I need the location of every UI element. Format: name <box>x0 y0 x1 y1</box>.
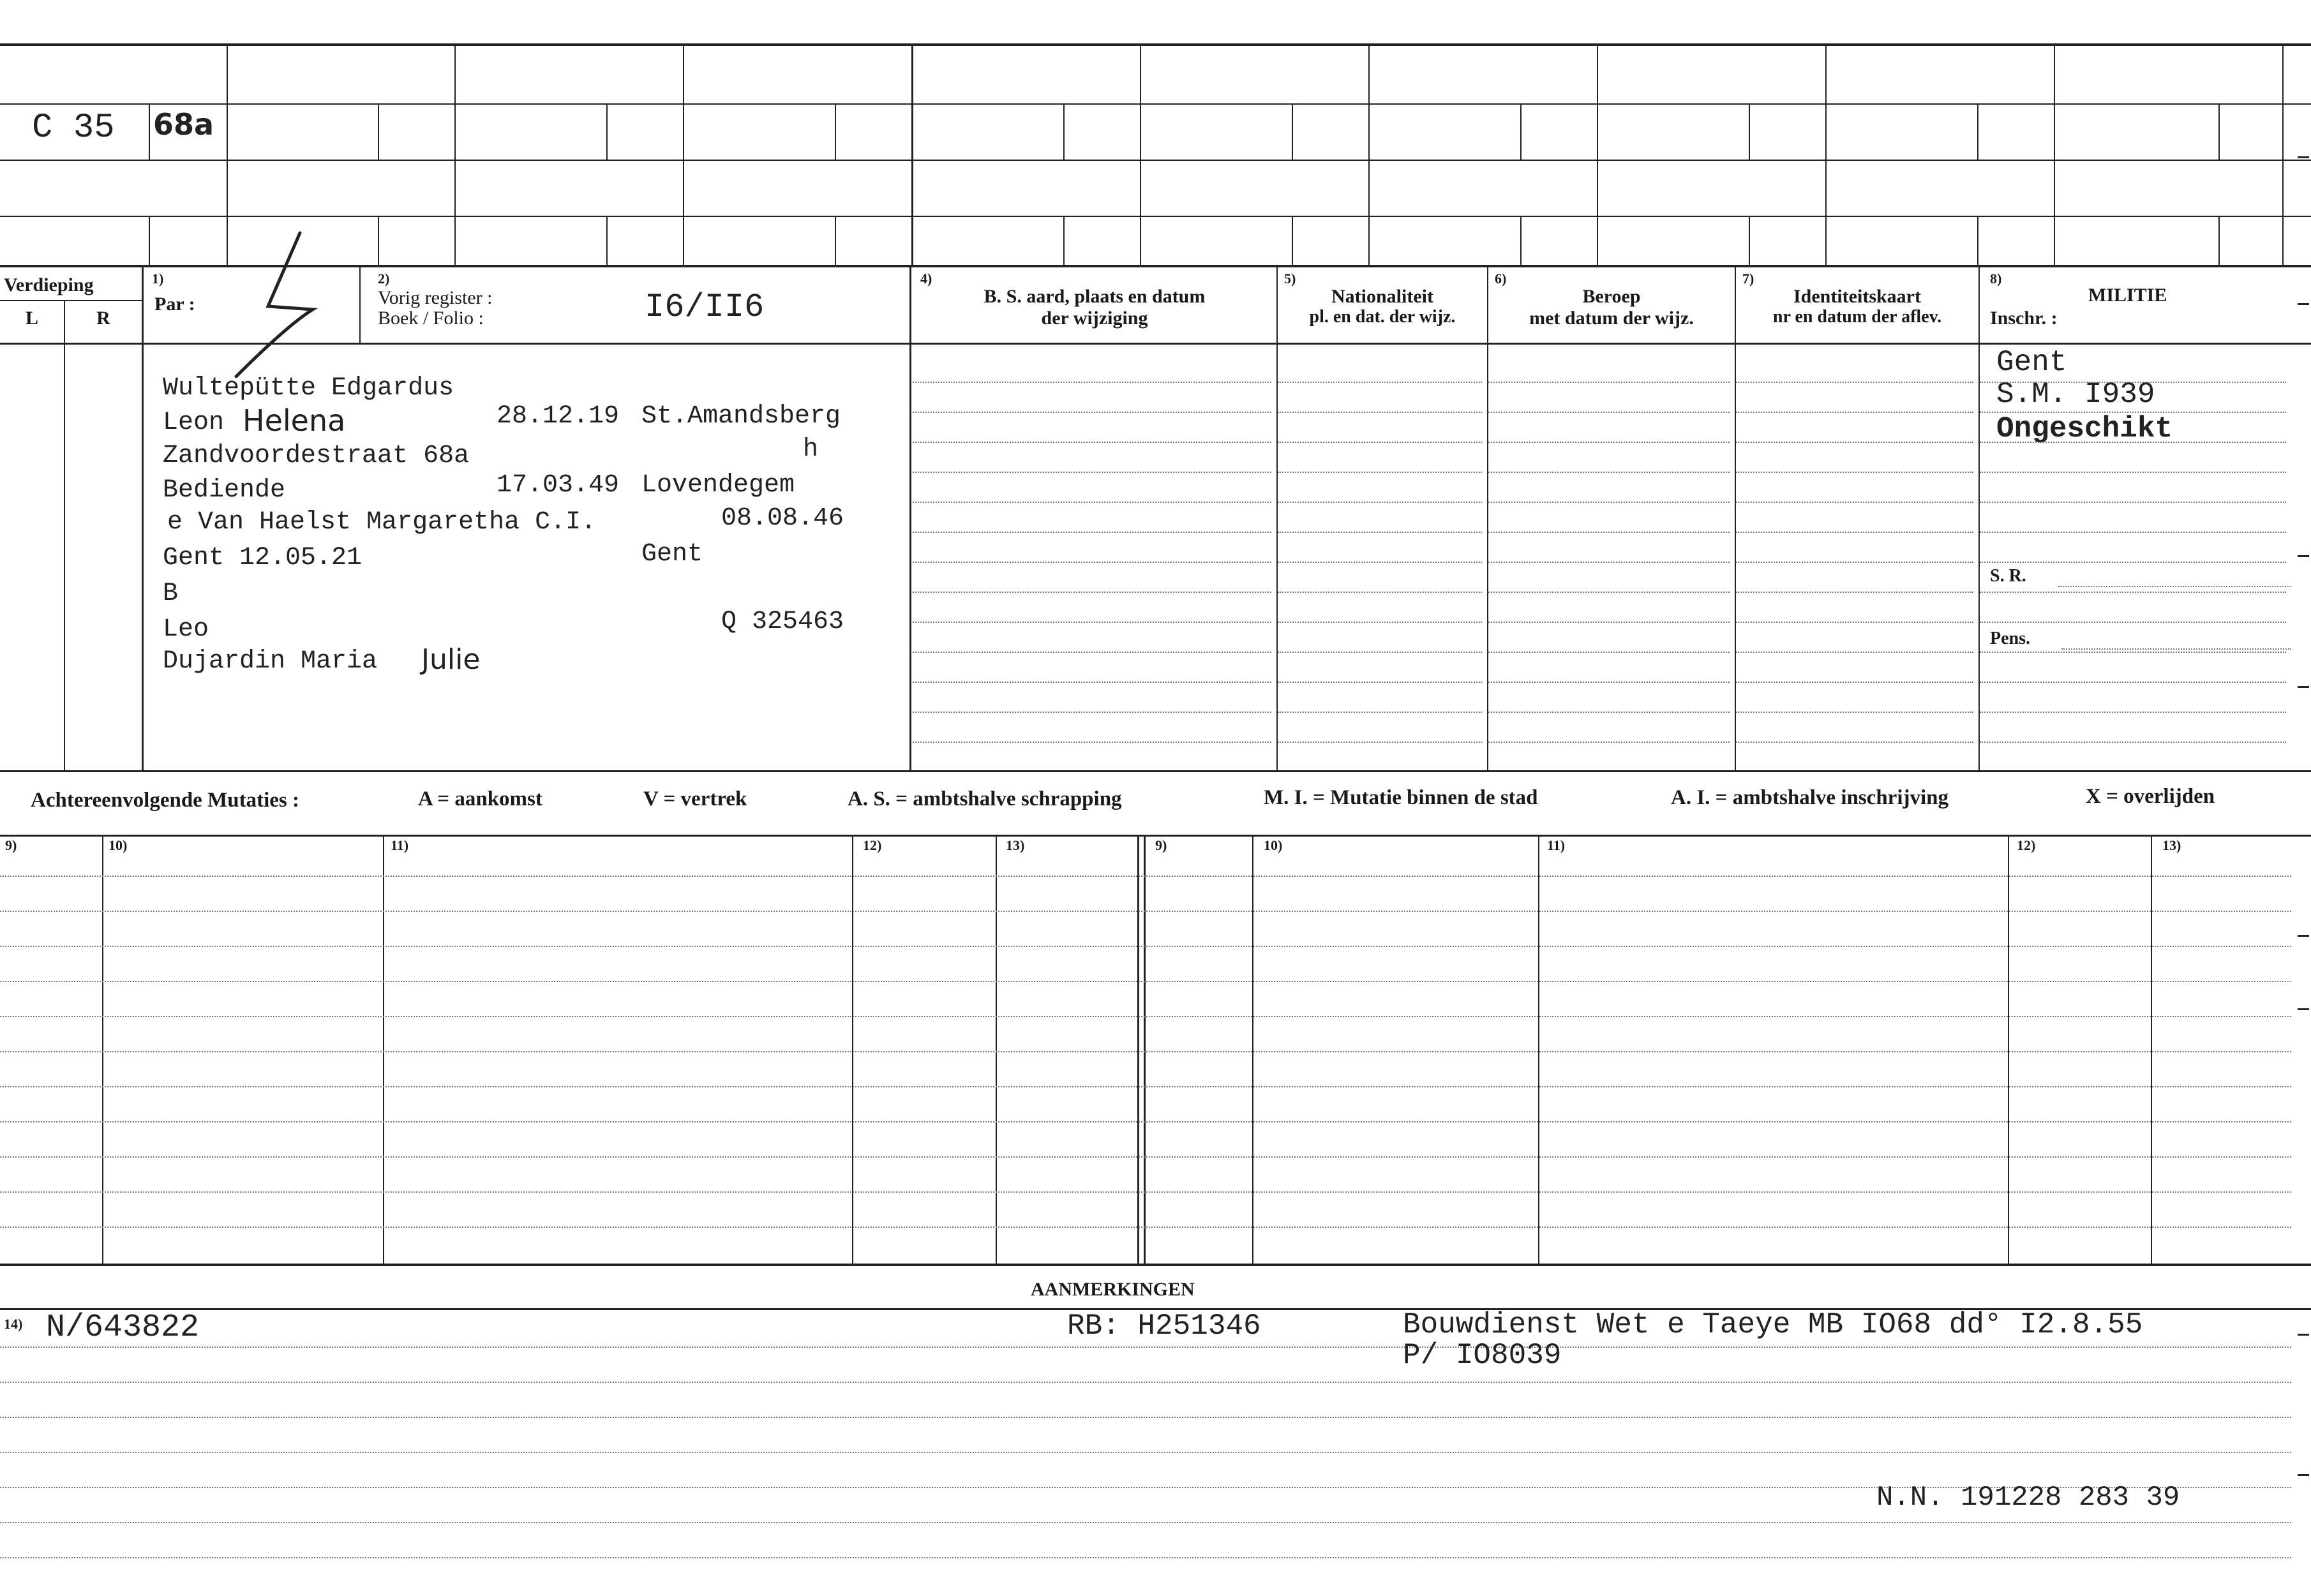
margin-tick <box>2298 935 2309 937</box>
margin-tick <box>2298 1474 2309 1476</box>
margin-tick <box>2298 156 2309 158</box>
dotted-rule <box>1488 712 1730 713</box>
dotted-rule <box>0 1121 2291 1122</box>
dotted-rule <box>1488 442 1730 443</box>
dotted-rule <box>1980 532 2286 533</box>
par-number: 1) <box>152 271 164 287</box>
dotted-rule <box>0 1227 2291 1228</box>
dotted-rule <box>0 1051 2291 1052</box>
dotted-rule <box>1980 472 2286 473</box>
dotted-rule <box>1736 712 1973 713</box>
dotted-rule <box>913 382 1271 383</box>
dotted-rule <box>1278 562 1482 563</box>
dotted-rule <box>1980 622 2286 623</box>
dotted-rule <box>1488 382 1730 383</box>
dotted-rule <box>0 1191 2291 1193</box>
person-line2-place: St.Amandsberg <box>641 402 841 431</box>
dotted-rule <box>0 1557 2291 1558</box>
column-rule <box>102 836 103 1264</box>
dotted-rule <box>1488 412 1730 413</box>
mut-col-13b: 13) <box>2162 837 2181 853</box>
person-line4-place: Lovendegem <box>641 471 795 500</box>
mut-col-10a: 10) <box>108 837 128 853</box>
mut-col-11a: 11) <box>391 837 409 853</box>
boek-folio-label: Boek / Folio : <box>378 308 484 329</box>
dotted-rule <box>0 1346 2291 1348</box>
militie-label: MILITIE <box>2088 285 2167 306</box>
person-line5: e Van Haelst Margaretha C.I. <box>167 508 597 537</box>
vorig-register-label: Vorig register : <box>378 287 493 308</box>
person-line9-hand: Julie <box>421 643 481 676</box>
militie-number: 8) <box>1990 271 2002 287</box>
dotted-rule <box>0 1522 2291 1523</box>
pen-mark-icon <box>211 230 338 389</box>
house-number-value: 68a <box>153 107 214 142</box>
dotted-rule <box>913 622 1271 623</box>
nat-number: 5) <box>1284 271 1296 287</box>
dotted-rule <box>913 682 1271 683</box>
dotted-rule <box>913 652 1271 653</box>
bs-number: 4) <box>920 271 932 287</box>
id-header-line2: nr en datum der aflev. <box>1772 307 1942 327</box>
mutaties-as: A. S. = ambtshalve schrapping <box>848 787 1122 810</box>
dotted-rule <box>1980 742 2286 743</box>
militie-value-line2: S.M. I939 <box>1996 378 2155 411</box>
dotted-rule <box>913 562 1271 563</box>
margin-tick <box>2298 686 2309 688</box>
dotted-rule <box>1488 652 1730 653</box>
person-line3-extra: h <box>803 435 819 464</box>
column-rule <box>1538 836 1539 1264</box>
dotted-rule <box>913 742 1271 743</box>
mutaties-a: A = aankomst <box>418 787 542 810</box>
dotted-rule <box>1736 562 1973 563</box>
dotted-rule <box>0 981 2291 982</box>
dotted-rule <box>1278 442 1482 443</box>
person-line6-place: Gent <box>641 540 703 569</box>
dotted-rule <box>0 911 2291 912</box>
dotted-rule <box>1980 382 2286 383</box>
dotted-rule <box>1278 382 1482 383</box>
mut-col-11b: 11) <box>1547 837 1566 853</box>
mut-col-12b: 12) <box>2017 837 2036 853</box>
dotted-rule <box>913 472 1271 473</box>
dotted-rule <box>913 412 1271 413</box>
dotted-rule <box>1736 532 1973 533</box>
left-label: L <box>25 308 38 329</box>
dotted-rule <box>1278 412 1482 413</box>
column-rule <box>996 836 997 1264</box>
nat-header-line1: Nationaliteit <box>1331 286 1433 307</box>
aanmerkingen-rb: RB: H251346 <box>1067 1309 1261 1343</box>
person-line3: Zandvoordestraat 68a <box>163 442 470 470</box>
dotted-rule <box>1278 742 1482 743</box>
dotted-rule <box>1278 652 1482 653</box>
bs-header-line1: B. S. aard, plaats en datum <box>983 286 1206 307</box>
dotted-rule <box>1488 622 1730 623</box>
margin-tick <box>2298 1008 2309 1010</box>
dotted-rule <box>0 1417 2291 1418</box>
dotted-rule <box>0 1086 2291 1087</box>
person-line2-name: Leon <box>163 408 225 437</box>
person-line4: Bediende <box>163 476 286 505</box>
dotted-rule <box>1980 592 2286 593</box>
column-rule <box>2008 836 2009 1264</box>
beroep-header-line1: Beroep <box>1582 286 1641 307</box>
dotted-rule <box>1488 562 1730 563</box>
dotted-rule <box>1980 712 2286 713</box>
dotted-rule <box>0 1452 2291 1453</box>
mutaties-x: X = overlijden <box>2086 785 2215 808</box>
dotted-rule <box>1278 712 1482 713</box>
person-line5-date: 08.08.46 <box>721 504 844 533</box>
person-line1: Wultepütte Edgardus <box>163 374 454 403</box>
dotted-rule <box>1488 682 1730 683</box>
dotted-rule <box>1980 442 2286 443</box>
militie-value-line3: Ongeschikt <box>1996 412 2173 445</box>
aanmerkingen-bouwdienst: Bouwdienst Wet e Taeye MB IO68 dd° I2.8.55 <box>1403 1308 2143 1341</box>
dotted-rule <box>1278 592 1482 593</box>
dotted-rule <box>1488 502 1730 503</box>
dotted-rule <box>1278 532 1482 533</box>
dotted-rule <box>1980 562 2286 563</box>
beroep-number: 6) <box>1495 271 1507 287</box>
dotted-rule <box>1488 742 1730 743</box>
mut-col-13a: 13) <box>1006 837 1025 853</box>
militie-value-line1: Gent <box>1996 346 2067 379</box>
pens-label: Pens. <box>1990 629 2030 648</box>
margin-tick <box>2298 1334 2309 1336</box>
dotted-rule <box>0 876 2291 877</box>
dotted-rule <box>1736 472 1973 473</box>
dotted-rule <box>1488 532 1730 533</box>
right-label: R <box>96 308 110 329</box>
dotted-rule <box>1980 652 2286 653</box>
vorig-number: 2) <box>378 271 390 287</box>
column-rule <box>1144 836 1146 1264</box>
dotted-rule <box>1488 592 1730 593</box>
code-value: C 35 <box>32 108 115 147</box>
person-line2-hand: Helena <box>243 403 346 438</box>
bs-header-line2: der wijziging <box>1041 308 1148 329</box>
dotted-rule <box>1736 682 1973 683</box>
dotted-rule <box>913 712 1271 713</box>
aanmerkingen-nn: N.N. 191228 283 39 <box>1876 1482 2180 1514</box>
dotted-rule <box>0 1156 2291 1158</box>
person-line6: Gent 12.05.21 <box>163 544 363 572</box>
column-rule <box>852 836 853 1264</box>
person-line8-code: Q 325463 <box>721 608 844 636</box>
dotted-rule <box>1980 502 2286 503</box>
mutaties-ai: A. I. = ambtshalve inschrijving <box>1671 786 1949 809</box>
column-rule <box>1252 836 1253 1264</box>
mut-col-10b: 10) <box>1264 837 1283 853</box>
dotted-rule <box>1278 472 1482 473</box>
mutaties-title: Achtereenvolgende Mutaties : <box>31 789 299 812</box>
sr-label: S. R. <box>1990 566 2026 586</box>
dotted-rule <box>1736 652 1973 653</box>
person-line2-date: 28.12.19 <box>497 402 620 431</box>
dotted-rule <box>1980 412 2286 413</box>
dotted-rule <box>0 1382 2291 1383</box>
margin-tick <box>2298 303 2309 305</box>
beroep-header-line2: met datum der wijz. <box>1529 308 1694 329</box>
dotted-rule <box>0 1016 2291 1017</box>
dotted-rule <box>913 442 1271 443</box>
dotted-rule <box>1980 682 2286 683</box>
dotted-rule <box>1736 742 1973 743</box>
mut-col-12a: 12) <box>863 837 882 853</box>
dotted-rule <box>0 946 2291 947</box>
dotted-rule <box>1278 622 1482 623</box>
mut-col-9b: 9) <box>1155 837 1167 853</box>
mutaties-v: V = vertrek <box>643 787 747 810</box>
aanmerkingen-value1: N/643822 <box>46 1309 200 1346</box>
person-line4-date: 17.03.49 <box>497 471 620 500</box>
nat-header-line2: pl. en dat. der wijz. <box>1309 307 1456 327</box>
id-header-line1: Identiteitskaart <box>1793 286 1921 307</box>
column-rule <box>383 836 384 1264</box>
dotted-rule <box>913 592 1271 593</box>
mut-col-9a: 9) <box>5 837 17 853</box>
vorig-register-value: I6/II6 <box>645 288 765 326</box>
inschr-label: Inschr. : <box>1990 308 2058 329</box>
aanmerkingen-title: AANMERKINGEN <box>1031 1279 1195 1300</box>
dotted-rule <box>1488 472 1730 473</box>
margin-tick <box>2298 555 2309 557</box>
verdieping-label: Verdieping <box>4 274 94 295</box>
par-label: Par : <box>154 294 195 315</box>
person-line8: Leo <box>163 615 209 644</box>
dotted-rule <box>1278 682 1482 683</box>
dotted-rule <box>913 502 1271 503</box>
column-rule <box>1137 836 1139 1264</box>
dotted-rule <box>1736 502 1973 503</box>
dotted-rule <box>1736 412 1973 413</box>
dotted-rule <box>1736 592 1973 593</box>
aanmerkingen-number: 14) <box>4 1316 23 1332</box>
dotted-rule <box>1278 502 1482 503</box>
dotted-rule <box>1736 622 1973 623</box>
mutaties-mi: M. I. = Mutatie binnen de stad <box>1264 786 1538 809</box>
person-line9: Dujardin Maria <box>163 647 378 676</box>
person-line7: B <box>163 579 179 608</box>
aanmerkingen-p: P/ IO8039 <box>1403 1339 1562 1372</box>
id-number: 7) <box>1742 271 1754 287</box>
dotted-rule <box>1736 442 1973 443</box>
dotted-rule <box>913 532 1271 533</box>
dotted-rule <box>1736 382 1973 383</box>
column-rule <box>2151 836 2152 1264</box>
